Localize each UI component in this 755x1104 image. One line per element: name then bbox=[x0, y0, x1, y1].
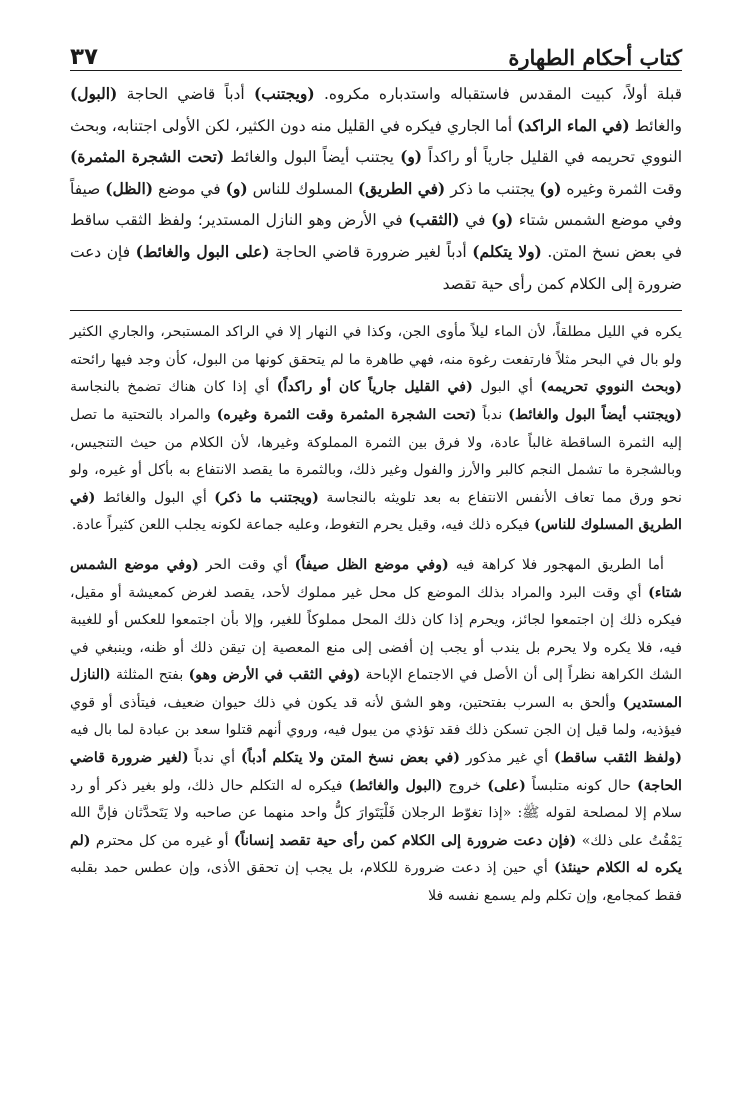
bold-segment: (الثقب) bbox=[408, 211, 460, 230]
text-segment: فإن دعت ضرورة إلى الكلام كمن رأى حية تقصد bbox=[70, 242, 682, 293]
text-segment: فيكره له التكلم حال ذلك، ولو بغير ذكر أو رد سلام إلا لمصلحة لقوله ﷺ: «إذا تغوّط الرجلان فَلْيَتَوارَ كلُّ واحد منهما عن صاحبه ولا يَتَحدَّثان فإنَّ الله يَمْقُتُ على ذلك» bbox=[70, 777, 682, 849]
bold-segment: (في القليل جارياً كان أو راكداً) bbox=[276, 379, 473, 396]
bold-segment: (ويجتنب ما ذكر) bbox=[214, 489, 319, 506]
bold-segment: (النازل المستدير) bbox=[70, 667, 682, 711]
bold-segment: (في الطريق) bbox=[357, 179, 446, 198]
text-segment: أي البول bbox=[472, 379, 541, 396]
text-segment: في الأرض وهو النازل المستدير؛ ولفظ الثقب ساقط في بعض نسخ المتن. bbox=[70, 211, 682, 261]
bold-segment: (في الطريق المسلوك للناس) bbox=[70, 489, 682, 534]
bold-segment: (الظل) bbox=[105, 179, 153, 198]
bold-segment: (تحت الشجرة المثمرة) bbox=[70, 148, 225, 167]
bold-segment: (و) bbox=[400, 148, 423, 167]
main-text bbox=[70, 79, 682, 300]
bold-segment: (في بعض نسخ المتن ولا يتكلم أدباً) bbox=[240, 750, 460, 767]
commentary-paragraph-1 bbox=[70, 319, 682, 540]
text-segment: وألحق به السرب بفتحتين، وهو الشق لأنه قد يكون في ذلك حيوان ضعيف، فيتأذى أو قوي فيؤذيه، ولما قيل إن الجن تسكن ذلك فقد تؤذي من يبول فيه، وروي أنهم قتلوا سعد بن عبادة لما بال فيه bbox=[70, 694, 682, 739]
bold-segment: (وفي موضع الشمس شتاء) bbox=[70, 556, 682, 601]
bold-segment: (على البول والغائط) bbox=[135, 242, 270, 261]
bold-segment: (و) bbox=[225, 179, 248, 198]
bold-segment: (في الماء الراكد) bbox=[517, 116, 630, 135]
text-segment: أما الطريق المهجور فلا كراهة فيه bbox=[448, 556, 664, 573]
bold-segment: (البول والغائط) bbox=[348, 777, 443, 794]
bold-segment: (البول) bbox=[70, 85, 118, 103]
bold-segment: (فإن دعت ضرورة إلى الكلام كمن رأى حية تقصد إنساناً) bbox=[233, 832, 577, 849]
text-segment: أي وقت الحر bbox=[198, 556, 295, 573]
bold-segment: (و) bbox=[491, 211, 514, 230]
commentary-paragraph-2 bbox=[70, 552, 682, 911]
text-segment: والغائط bbox=[629, 116, 682, 135]
book-title: كتاب أحكام الطهارة bbox=[508, 45, 682, 70]
book-page bbox=[70, 28, 682, 1088]
text-segment: أي غير مذكور bbox=[459, 750, 555, 767]
footnote-divider bbox=[70, 310, 682, 311]
bold-segment: (لم يكره له الكلام حينئذ) bbox=[70, 832, 682, 877]
bold-segment: (وفي الثقب في الأرض وهو) bbox=[188, 667, 361, 684]
commentary bbox=[70, 319, 682, 910]
bold-segment: (وبحث النووي تحريمه) bbox=[540, 379, 682, 396]
text-segment: يجتنب أيضاً البول والغائط bbox=[224, 148, 401, 167]
text-segment: والمراد بالتحتية ما تصل إليه الثمرة الساقطة غالباً عادة، ولا فرق بين الثمرة المملوكة وغيرها، لأن الكلام من حيث التنجيس، وبالشجرة ما تشمل النجم كالبر والأرز والفول وغير ذلك، وبالثمرة ما يقصد الانتفاع به بأكل أو غيره، ولو نحو ورق مما تعاف الأنفس الانتفاع به بعد تلويثه بالنجاسة bbox=[70, 406, 682, 506]
bold-segment: (ويجتنب) bbox=[254, 85, 315, 103]
text-segment: فيكره ذلك فيه، وقيل يحرم التغوط، وعليه جماعة لكونه يجلب اللعن كثيراً عادة. bbox=[71, 517, 535, 534]
text-segment: حال كونه متلبساً bbox=[525, 777, 638, 794]
text-segment: المسلوك للناس bbox=[247, 179, 358, 198]
text-segment: أي حين إذ دعت ضرورة للكلام، بل يجب إن تحقق الأذى، وإن عطس حمد بقلبه فقط كمجامع، وإن تكلم ولم يسمع نفسه فلا bbox=[70, 860, 682, 905]
text-segment: أما الجاري فيكره في القليل منه دون الكثير، لكن الأولى اجتنابه، وبحث النووي تحريمه في القليل جارياً أو راكداً bbox=[70, 116, 682, 167]
text-segment: في موضع bbox=[153, 179, 226, 198]
text-segment: بفتح المثلثة bbox=[110, 667, 189, 684]
text-segment: أو غيره من كل محترم bbox=[90, 832, 234, 849]
text-segment: أدباً لغير ضرورة قاضي الحاجة bbox=[269, 242, 473, 261]
text-segment: يجتنب ما ذكر bbox=[445, 179, 540, 198]
bold-segment: (ويجتنب أيضاً البول والغائط) bbox=[508, 406, 682, 423]
bold-segment: (و) bbox=[539, 179, 562, 198]
text-segment: في bbox=[459, 211, 492, 230]
text-segment: أدباً قاضي الحاجة bbox=[117, 85, 254, 103]
text-segment: يكره في الليل مطلقاً، لأن الماء ليلاً مأوى الجن، وكذا في النهار إلا في الراكد المستبحر، والجاري الكثير ولو بال في البحر مثلاً فارتفعت رغوة منه، فهي طاهرة ما لم يتحقق كونها من البول، كأن وجد فيها رائحته bbox=[70, 324, 682, 368]
text-segment: قبلة أولاً، كبيت المقدس فاستقباله واستدباره مكروه. bbox=[314, 85, 682, 103]
bold-segment: (ولفظ الثقب ساقط) bbox=[554, 750, 682, 767]
text-segment: أي إذا كان هناك تضمخ بالنجاسة bbox=[70, 379, 277, 396]
bold-segment: (تحت الشجرة المثمرة وقت الثمرة وغيره) bbox=[216, 406, 477, 423]
text-segment: ندباً bbox=[476, 406, 509, 423]
text-segment: صيفاً وفي موضع الشمس شتاء bbox=[70, 179, 682, 230]
text-segment: وقت الثمرة وغيره bbox=[561, 179, 683, 198]
bold-segment: (ولا يتكلم) bbox=[472, 242, 542, 261]
text-segment: أي وقت البرد والمراد بذلك الموضع كل محل غير مملوك لأحد، يقصد لغرض كمعيشة أو مقيل، فيكره ذلك إن اجتمعوا لجائز، ويحرم إذا كان ذلك المحل مملوكاً للغير، وإلا بأن اجتمعوا للعكس أو للغيبة فيه، فلا يكره ولا يحرم بل يندب أو يجب إن أفضى إلى منع المعصية إن تيقن ذلك أو ظنه، وينبغي في الشك الكراهة نظراً إلى أن الأصل في الاجتماع الإباحة bbox=[70, 584, 682, 684]
bold-segment: (لغير ضرورة قاضي الحاجة) bbox=[70, 750, 682, 794]
bold-segment: (على) bbox=[487, 777, 526, 794]
text-segment: أي ندباً bbox=[188, 750, 241, 767]
running-header bbox=[70, 28, 682, 71]
page-number: ٣٧ bbox=[70, 44, 99, 70]
bold-segment: (وفي موضع الظل صيفاً) bbox=[294, 556, 449, 573]
text-segment: خروج bbox=[442, 777, 488, 794]
text-segment: أي البول والغائط bbox=[95, 489, 215, 506]
